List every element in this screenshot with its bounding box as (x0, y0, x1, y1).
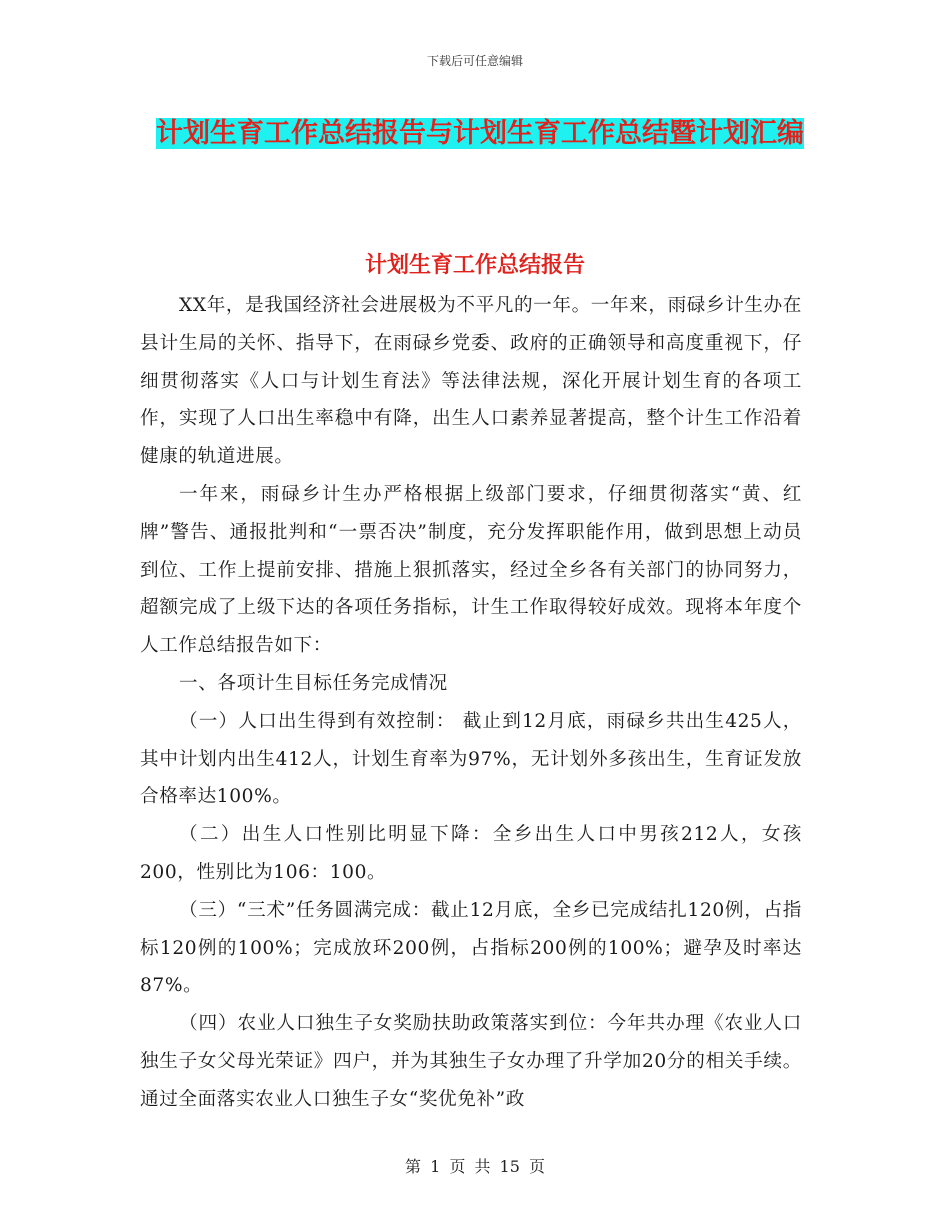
paragraph: （二）出生人口性别比明显下降：全乡出生人口中男孩212人，女孩200，性别比为106：100。 (140, 824, 802, 883)
paragraph: 一年来，雨碌乡计生办严格根据上级部门要求，仔细贯彻落实“黄、红牌”警告、通报批判和“一票否决”制度，充分发挥职能作用，做到思想上动员到位、工作上提前安排、措施上狠抓落实，经过全乡各有关部门的协同努力，超额完成了上级下达的各项任务指标，计生工作取得较好成效。现将本年度个人工作总结报告如下： (140, 483, 802, 657)
paragraph: （三）“三术”任务圆满完成：截止12月底，全乡已完成结扎120例，占指标120例的100%；完成放环200例，占指标200例的100%；避孕及时率达87%。 (140, 899, 802, 997)
paragraph: XX年，是我国经济社会进展极为不平凡的一年。一年来，雨碌乡计生办在县计生局的关怀、指导下，在雨碌乡党委、政府的正确领导和高度重视下，仔细贯彻落实《人口与计划生育法》等法律法规，深化开展计划生育的各项工作，实现了人口出生率稳中有降，出生人口素养显著提高，整个计生工作沿着健康的轨道进展。 (140, 295, 802, 468)
page-number-footer: 第 1 页 共 15 页 (405, 1157, 545, 1176)
paragraph: （四）农业人口独生子女奖励扶助政策落实到位：今年共办理《农业人口独生子女父母光荣证》四户，并为其独生子女办理了升学加20分的相关手续。通过全面落实农业人口独生子女“奖优免补”政 (140, 1013, 802, 1110)
document-title-text: 计划生育工作总结报告与计划生育工作总结暨计划汇编 (156, 118, 804, 149)
document-body (140, 287, 802, 1119)
section-heading: 一、各项计生目标任务完成情况 (179, 672, 448, 694)
document-title (140, 110, 820, 157)
section-title: 计划生育工作总结报告 (364, 253, 585, 278)
paragraph: （一）人口出生得到有效控制： 截止到12月底，雨碌乡共出生425人，其中计划内出生412人，计划生育率为97%，无计划外多孩出生，生育证发放合格率达100%。 (140, 710, 802, 808)
page-header-note: 下载后可任意编辑 (426, 54, 523, 68)
